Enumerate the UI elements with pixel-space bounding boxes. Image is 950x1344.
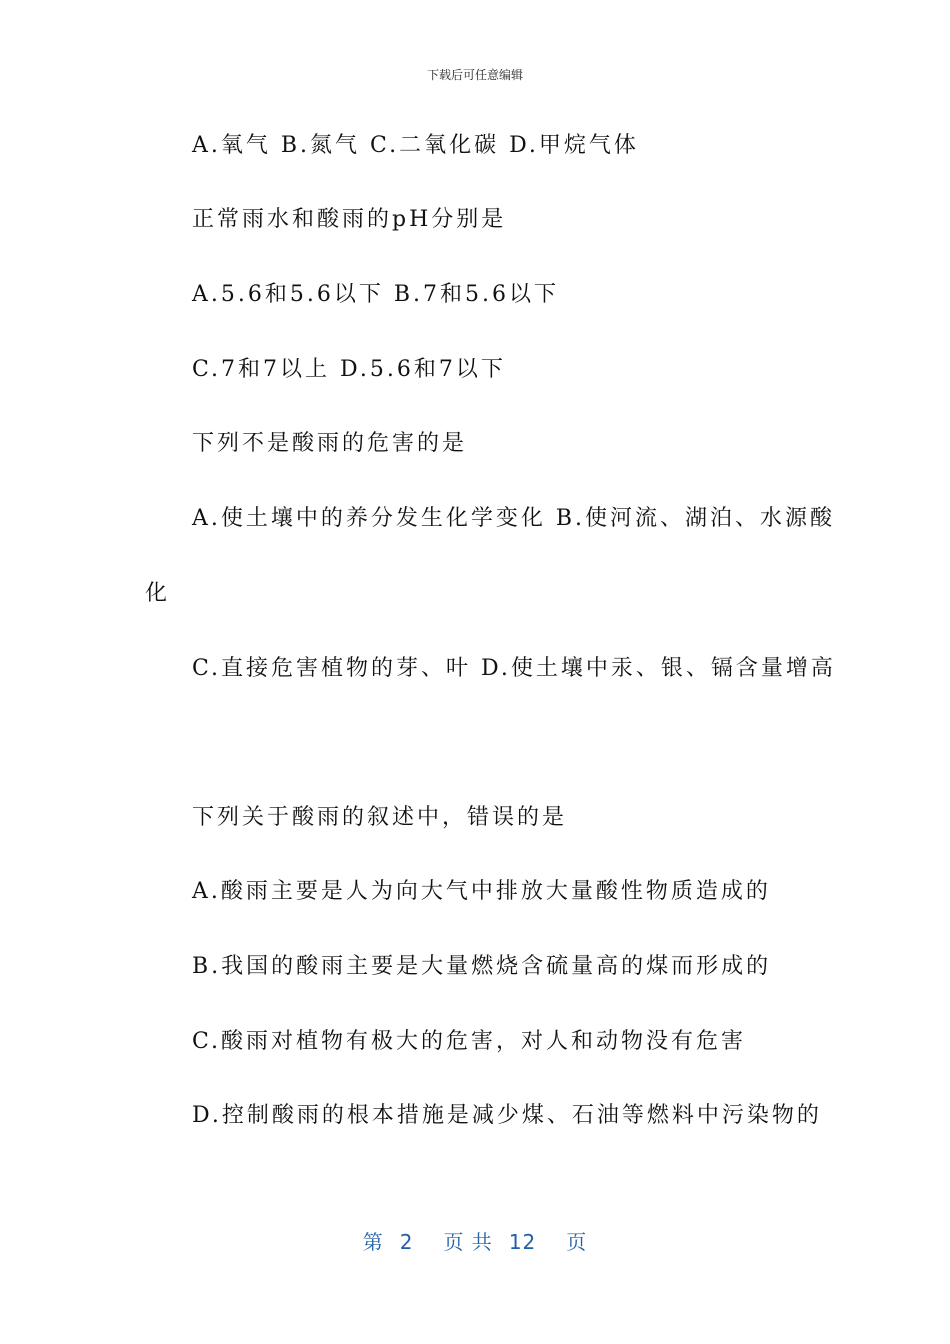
page-header: 下载后可任意编辑 [426, 68, 523, 82]
footer-page-number: 2 [399, 1230, 414, 1254]
text-line: 下列不是酸雨的危害的是 [192, 431, 468, 456]
footer-suffix: 页 [566, 1230, 588, 1254]
text-line: C.酸雨对植物有极大的危害，对人和动物没有危害 [192, 1029, 747, 1054]
text-line: A.酸雨主要是人为向大气中排放大量酸性物质造成的 [192, 879, 771, 904]
text-line: A.氧气 B.氮气 C.二氧化碳 D.甲烷气体 [192, 133, 639, 158]
text-line: A.5.6和5.6以下 B.7和5.6以下 [192, 282, 559, 307]
text-line: A.使土壤中的养分发生化学变化 B.使河流、湖泊、水源酸 [192, 506, 836, 531]
footer-total-pages: 12 [508, 1230, 537, 1254]
page-footer [0, 1226, 950, 1255]
footer-middle: 页 共 [443, 1230, 493, 1254]
text-line: 正常雨水和酸雨的pH分别是 [192, 207, 507, 232]
text-line: 下列关于酸雨的叙述中，错误的是 [192, 805, 568, 830]
text-line: 化 [145, 581, 171, 606]
text-line: C.7和7以上 D.5.6和7以下 [192, 357, 506, 382]
text-line: D.控制酸雨的根本措施是减少煤、石油等燃料中污染物的 [192, 1103, 822, 1128]
text-line: B.我国的酸雨主要是大量燃烧含硫量高的煤而形成的 [192, 954, 772, 979]
footer-prefix: 第 [362, 1230, 384, 1254]
text-line: C.直接危害植物的芽、叶 D.使土壤中汞、银、镉含量增高 [192, 656, 836, 681]
